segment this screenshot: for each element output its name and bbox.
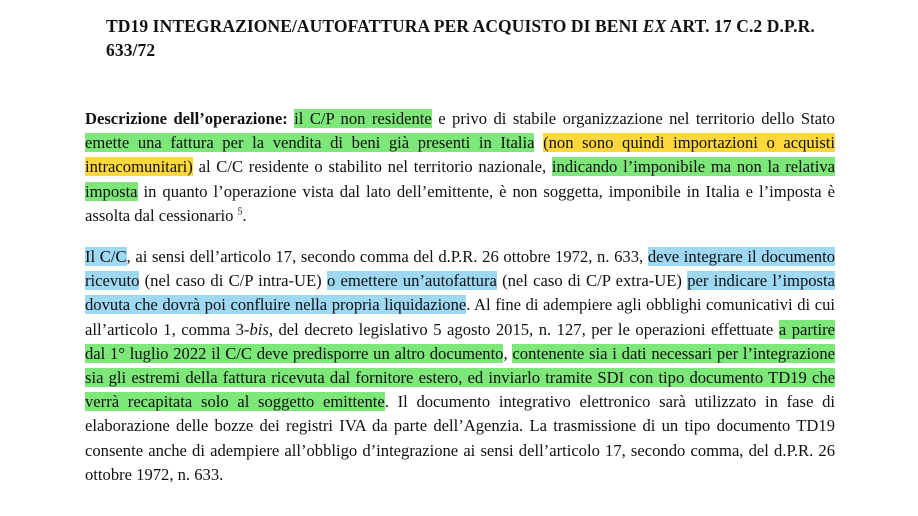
footnote-marker[interactable]: 5 [237,206,243,218]
p2-text-4: . Al fine di adempiere agli obblighi comunicativi di cui all’articolo 1, comma 3- [85,295,835,339]
p1-highlight-green-2: emette una fattura per la vendita di beni già presenti in Italia [85,133,535,153]
p2-text-6: , [503,343,513,363]
p1-text-5: in quanto l’operazione vista dal lato dell’emittente, è non soggetta, imponibile in Italia e l’imposta è assolta dal cessionario [85,181,835,225]
p2-highlight-green-2: contenente sia i dati necessari per l’integrazione sia gli estremi della fattura ricevuta dal fornitore estero, ed inviarlo tramite SDI con tipo documento TD19 che verrà recapitata solo al soggetto emittente [85,343,836,412]
p1-highlight-green-3: indicando l’imponibile ma non la relativa imposta [85,157,835,201]
document-title [106,14,846,62]
title-part-2: ART. 17 C.2 D.P.R. 633/72 [106,16,815,60]
p2-text-1: , ai sensi dell’articolo 17, secondo comma del d.P.R. 26 ottobre 1972, n. 633, [126,247,648,266]
paragraph-description [85,107,835,228]
p1-highlight-green-1: il C/P non residente [294,109,432,128]
title-part-1: TD19 INTEGRAZIONE/AUTOFATTURA PER ACQUISTO DI BENI [106,16,643,36]
p1-text-3 [534,133,543,152]
p2-highlight-blue-1: Il C/C [85,247,127,266]
p2-highlight-blue-4: per indicare l’imposta dovuta che dovrà poi confluire nella propria liquidazione [85,271,835,315]
p1-text-2: e privo di stabile organizzazione nel territorio dello Stato [431,109,835,128]
p2-text-7: . Il documento integrativo elettronico sarà utilizzato in fase di elaborazione delle bozze dei registri IVA da parte dell’Agenzia. La trasmissione di un tipo documento TD19 consente anche di adempiere all’obbligo d’integrazione ai sensi dell’articolo 17, secondo comma, del d.P.R. 26 ottobre 1972, n. 633. [85,392,835,484]
p2-text-5: , del decreto legislativo 5 agosto 2015, n. 127, per le operazioni effettuate [268,319,779,339]
p2-highlight-blue-3: o emettere un’autofattura [326,271,497,291]
p1-highlight-yellow: (non sono quindi importazioni o acquisti intracomunitari) [85,133,835,177]
p2-highlight-blue-2: deve integrare il documento ricevuto [85,247,836,291]
p2-text-2: (nel caso di C/P intra-UE) [139,271,327,291]
p1-text-4: al C/C residente o stabilito nel territorio nazionale, [192,157,552,177]
description-label: Descrizione dell’operazione: [85,109,288,128]
p2-text-3: (nel caso di C/P extra-UE) [496,271,688,291]
p2-highlight-green-1: a partire dal 1° luglio 2022 il C/C deve predisporre un altro documento [85,319,835,363]
p1-text-6: . [242,205,247,225]
title-ex-italic: EX [642,16,667,36]
p2-bis-italic: bis [249,319,269,339]
paragraph-obligations [85,245,835,487]
